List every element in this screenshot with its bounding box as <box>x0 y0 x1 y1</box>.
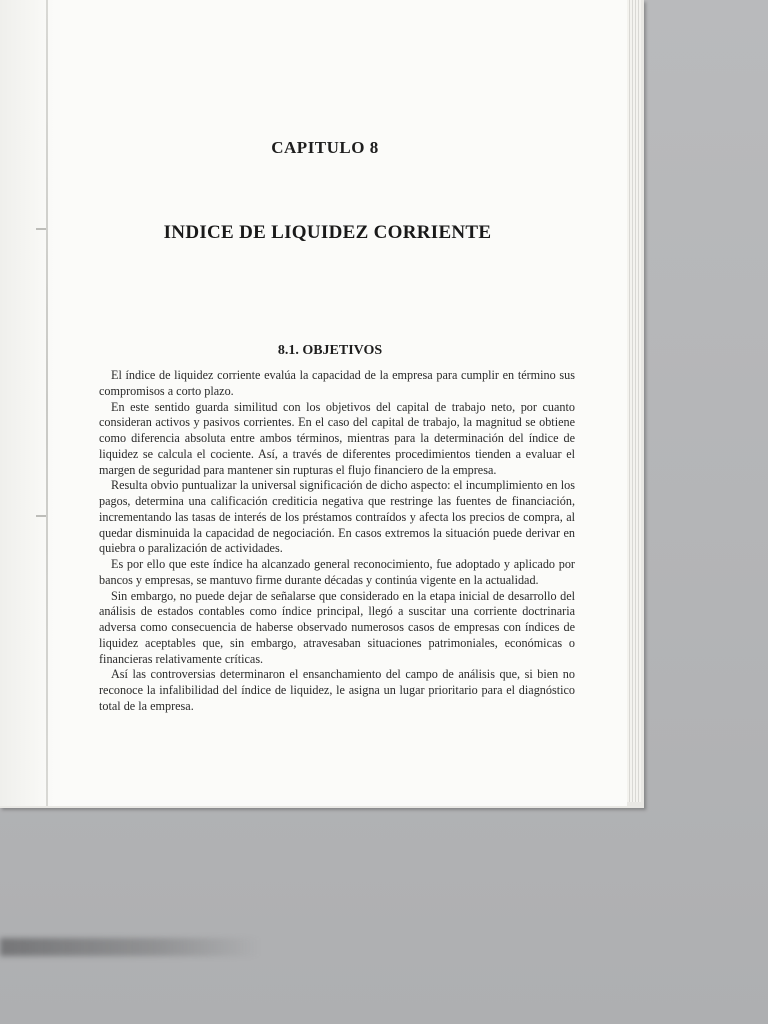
binding-mark <box>36 515 46 517</box>
binding-line <box>46 0 48 806</box>
page-edges <box>626 0 641 802</box>
paragraph: En este sentido guarda similitud con los objetivos del capital de trabajo neto, por cuanto consideran activos y pasivos corrientes. En el caso del capital de trabajo, la magnitud se obtiene como diferencia absoluta entre ambos términos, mientras para la determinación del índice de liquidez se calcula el cociente. Así, a través de diferentes procedimientos tienden a evaluar el margen de seguridad para mantener sin rupturas el flujo financiero de la empresa. <box>99 399 575 477</box>
chapter-title: INDICE DE LIQUIDEZ CORRIENTE <box>163 222 492 243</box>
paragraph: Resulta obvio puntualizar la universal significación de dicho aspecto: el incumplimiento en los pagos, determina una calificación crediticia negativa que restringe las fuentes de financiación, incrementando las tasas de interés de los préstamos contraídos y afecta los precios de compra, al quedar disminuida la capacidad de negociación. En casos extremos la situación puede derivar en quiebra o paralización de actividades. <box>99 478 575 556</box>
paragraph: Es por ello que este índice ha alcanzado general reconocimiento, fue adoptado y aplicado por bancos y empresas, se mantuvo firme durante décadas y continúa vigente en la actualidad. <box>99 557 575 587</box>
paragraph: Sin embargo, no puede dejar de señalarse que considerado en la etapa inicial de desarrollo del análisis de estados contables como índice principal, llegó a suscitar una corriente doctrinaria adversa como consecuencia de haberse observado numerosos casos de empresas con índices de liquidez aceptables que, sin embargo, atravesaban situaciones patrimoniales, económicas o financieras relativamente críticas. <box>99 588 575 666</box>
chapter-heading: CAPITULO 8 <box>271 138 379 157</box>
paragraph: Así las controversias determinaron el ensanchamiento del campo de análisis que, si bien no reconoce la infalibilidad del índice de liquidez, le asigna un lugar prioritario para el diagnóstico total de la empresa. <box>99 667 575 713</box>
paragraph: El índice de liquidez corriente evalúa la capacidad de la empresa para cumplir en término sus compromisos a corto plazo. <box>99 368 575 398</box>
body-text <box>99 368 575 715</box>
book-shadow <box>0 938 260 956</box>
section-heading: 8.1. OBJETIVOS <box>277 343 383 358</box>
